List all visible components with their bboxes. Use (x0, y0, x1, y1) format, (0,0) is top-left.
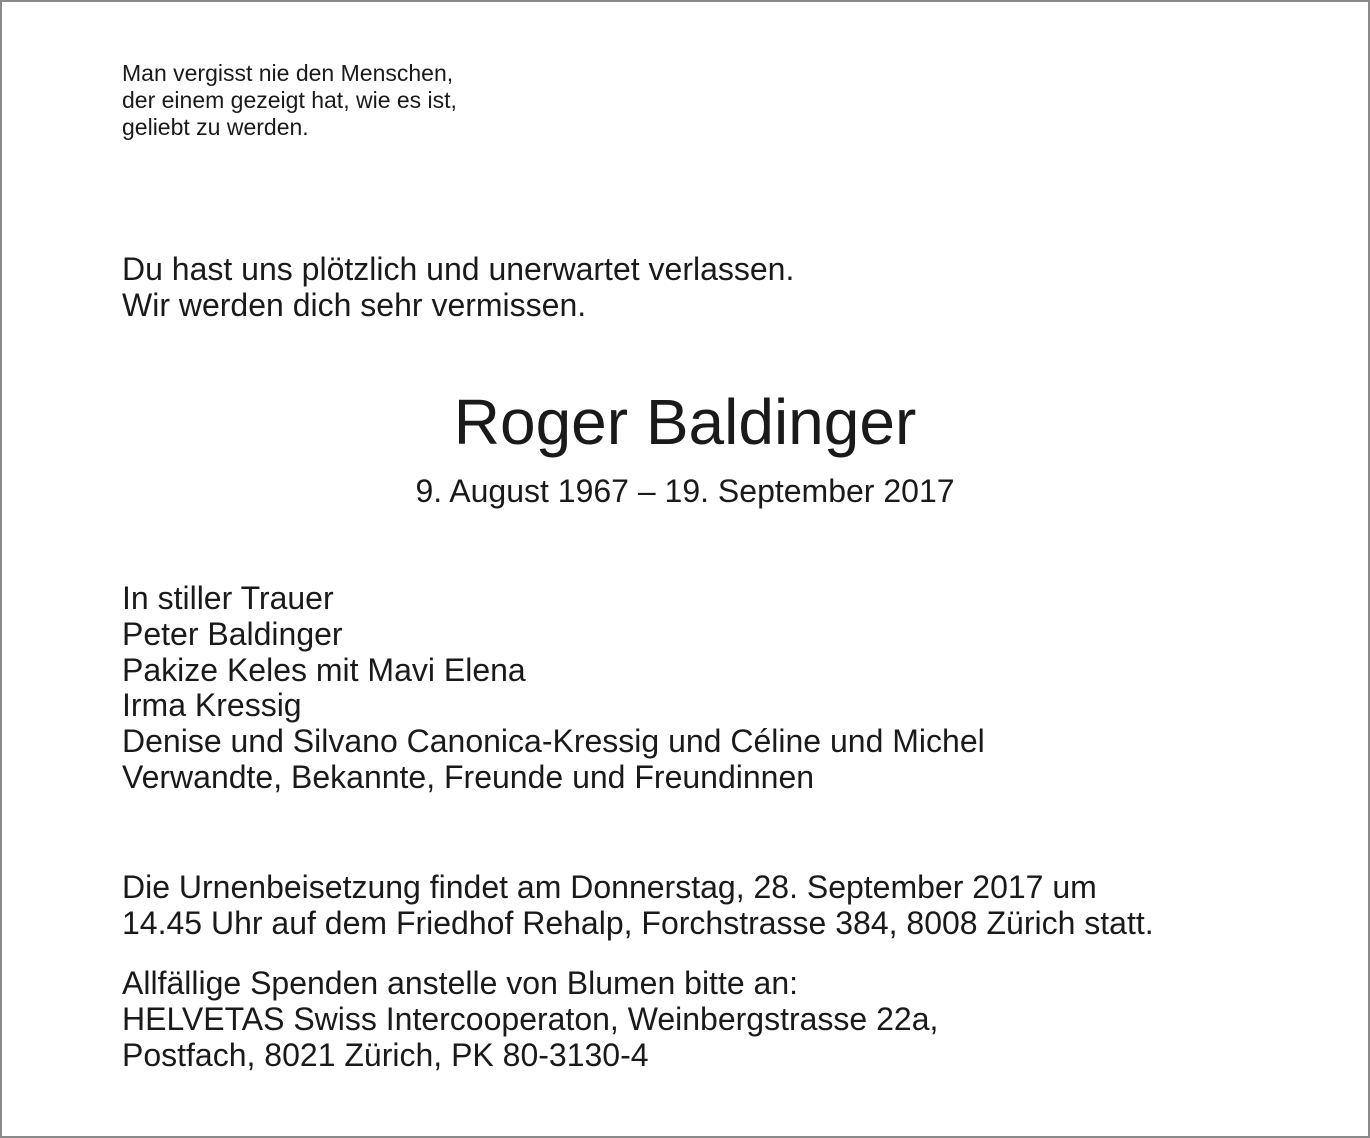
mourner-name: Verwandte, Bekannte, Freunde und Freundinnen (122, 758, 815, 795)
motto-line: geliebt zu werden. (122, 114, 309, 140)
mourners-list (122, 581, 985, 796)
donation-line: Postfach, 8021 Zürich, PK 80-3130-4 (122, 1037, 649, 1073)
intro-line: Wir werden dich sehr vermissen. (122, 287, 587, 323)
donation-line: HELVETAS Swiss Intercooperaton, Weinbergstrasse 22a, (122, 1001, 939, 1037)
mourner-name: Denise und Silvano Canonica-Kressig und Céline und Michel (122, 723, 985, 760)
mourner-name: Irma Kressig (122, 687, 302, 724)
mourner-name: Peter Baldinger (122, 615, 343, 652)
funeral-line: Die Urnenbeisetzung findet am Donnerstag, 28. September 2017 um (122, 869, 1097, 905)
donation-line: Allfällige Spenden anstelle von Blumen bitte an: (122, 965, 798, 1001)
motto-quote (122, 60, 457, 141)
funeral-details (122, 869, 1154, 941)
motto-line: der einem gezeigt hat, wie es ist, (122, 87, 457, 113)
motto-line: Man vergisst nie den Menschen, (122, 60, 454, 86)
mourner-name: Pakize Keles mit Mavi Elena (122, 651, 526, 688)
life-dates: 9. August 1967 – 19. September 2017 (415, 473, 955, 509)
mourners-heading: In stiller Trauer (122, 580, 334, 616)
funeral-line: 14.45 Uhr auf dem Friedhof Rehalp, Forchstrasse 384, 8008 Zürich statt. (122, 905, 1154, 941)
intro-line: Du hast uns plötzlich und unerwartet verlassen. (122, 251, 795, 287)
donation-details (122, 965, 938, 1073)
deceased-name: Roger Baldinger (453, 386, 917, 458)
intro-text (122, 251, 794, 323)
